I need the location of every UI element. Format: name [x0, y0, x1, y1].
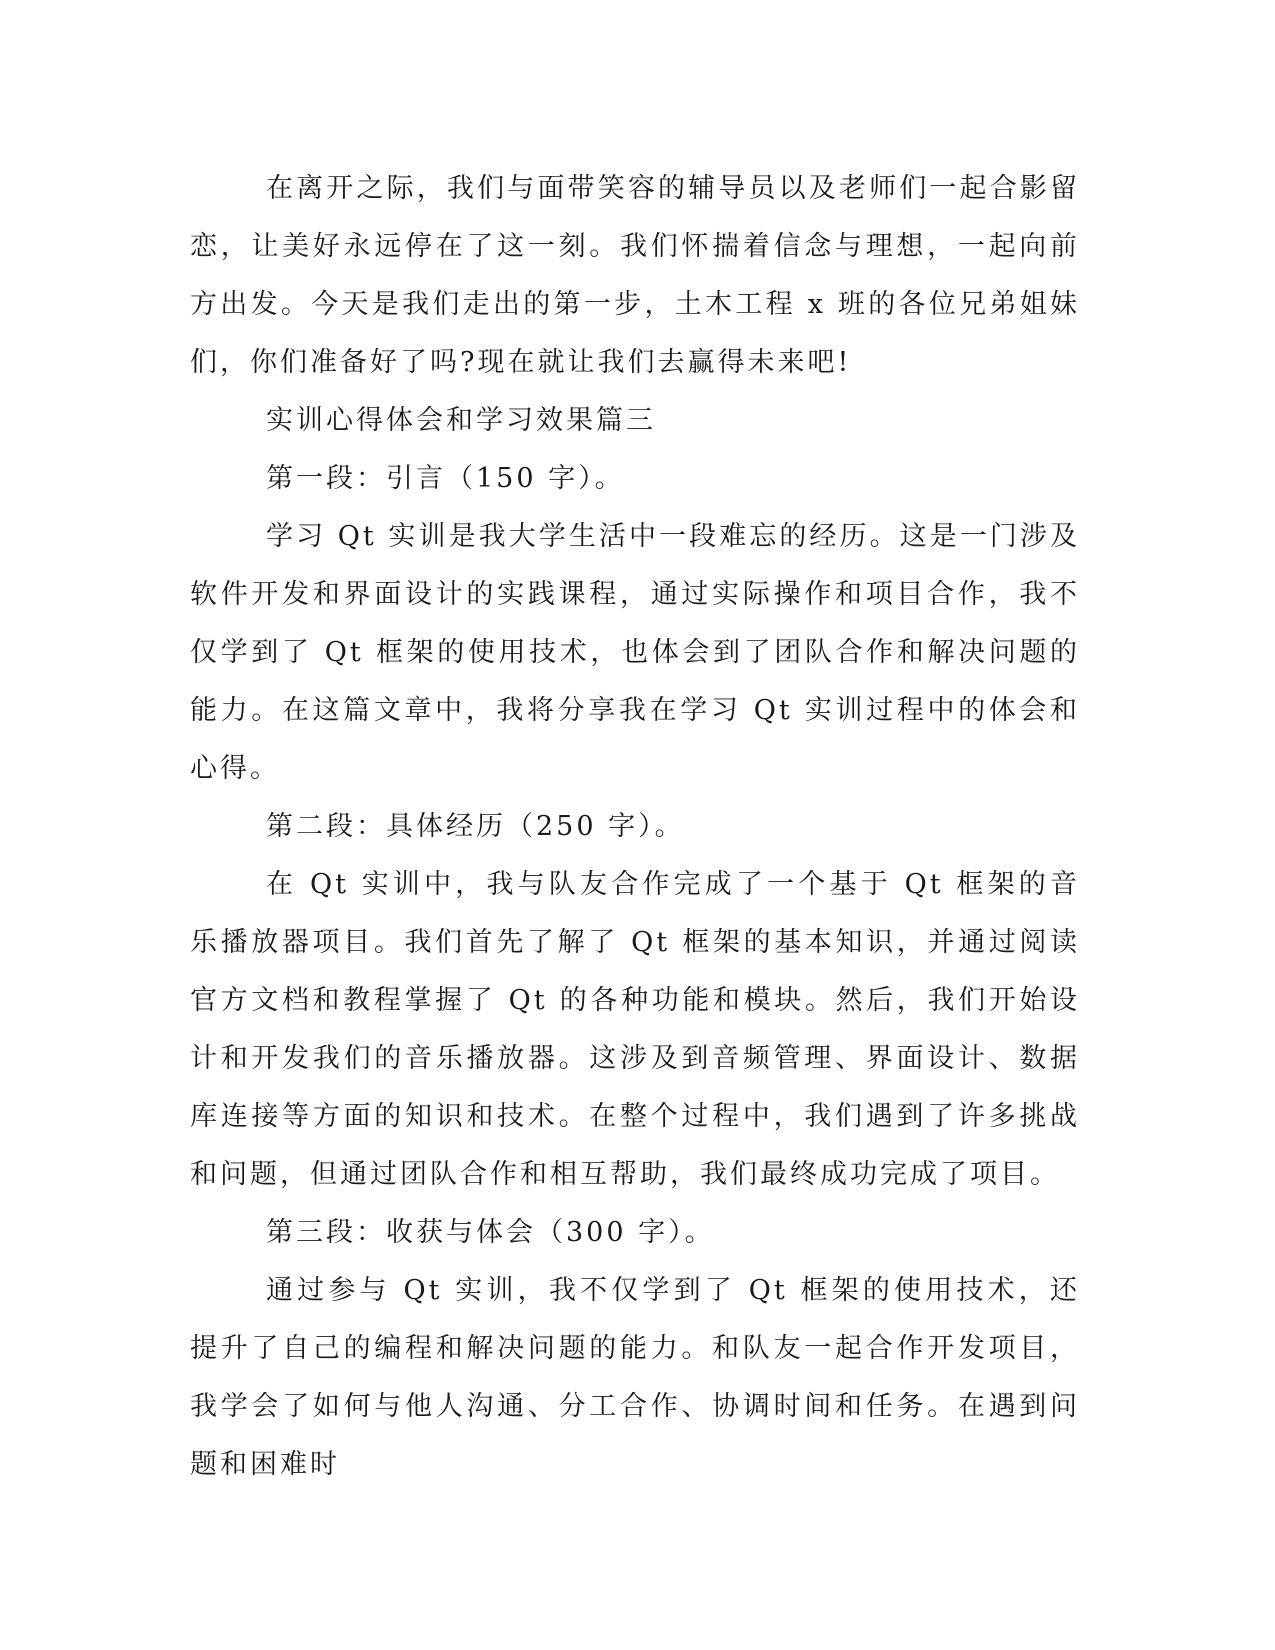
paragraph-experience: 在 Qt 实训中，我与队友合作完成了一个基于 Qt 框架的音乐播放器项目。我们首先了解了 Qt 框架的基本知识，并通过阅读官方文档和教程掌握了 Qt 的各种功能和模块。然后，我们开始设计和开发我们的音乐播放器。这涉及到音频管理、界面设计、数据库连接等方面的知识和技术。在整个过程中，我们遇到了许多挑战和问题，但通过团队合作和相互帮助，我们最终成功完成了项目。: [190, 869, 1080, 1190]
paragraph-gains: 通过参与 Qt 实训，我不仅学到了 Qt 框架的使用技术，还提升了自己的编程和解决问题的能力。和队友一起合作开发项目，我学会了如何与他人沟通、分工合作、协调时间和任务。在遇到问题和困难时: [190, 1275, 1080, 1480]
paragraph-farewell: 在离开之际，我们与面带笑容的辅导员以及老师们一起合影留恋，让美好永远停在了这一刻。我们怀揣着信念与理想，一起向前方出发。今天是我们走出的第一步，土木工程 x 班的各位兄弟姐妹们，你们准备好了吗?现在就让我们去赢得未来吧!: [190, 173, 1080, 378]
document-body: [190, 160, 1080, 1494]
section-title: 实训心得体会和学习效果篇三: [266, 405, 656, 436]
section-heading-2: 第二段：具体经历（250 字）。: [266, 811, 685, 842]
section-heading-3: 第三段：收获与体会（300 字）。: [266, 1217, 715, 1248]
paragraph-intro: 学习 Qt 实训是我大学生活中一段难忘的经历。这是一门涉及软件开发和界面设计的实践课程，通过实际操作和项目合作，我不仅学到了 Qt 框架的使用技术，也体会到了团队合作和解决问题的能力。在这篇文章中，我将分享我在学习 Qt 实训过程中的体会和心得。: [190, 521, 1080, 784]
section-heading-1: 第一段：引言（150 字）。: [266, 463, 625, 494]
